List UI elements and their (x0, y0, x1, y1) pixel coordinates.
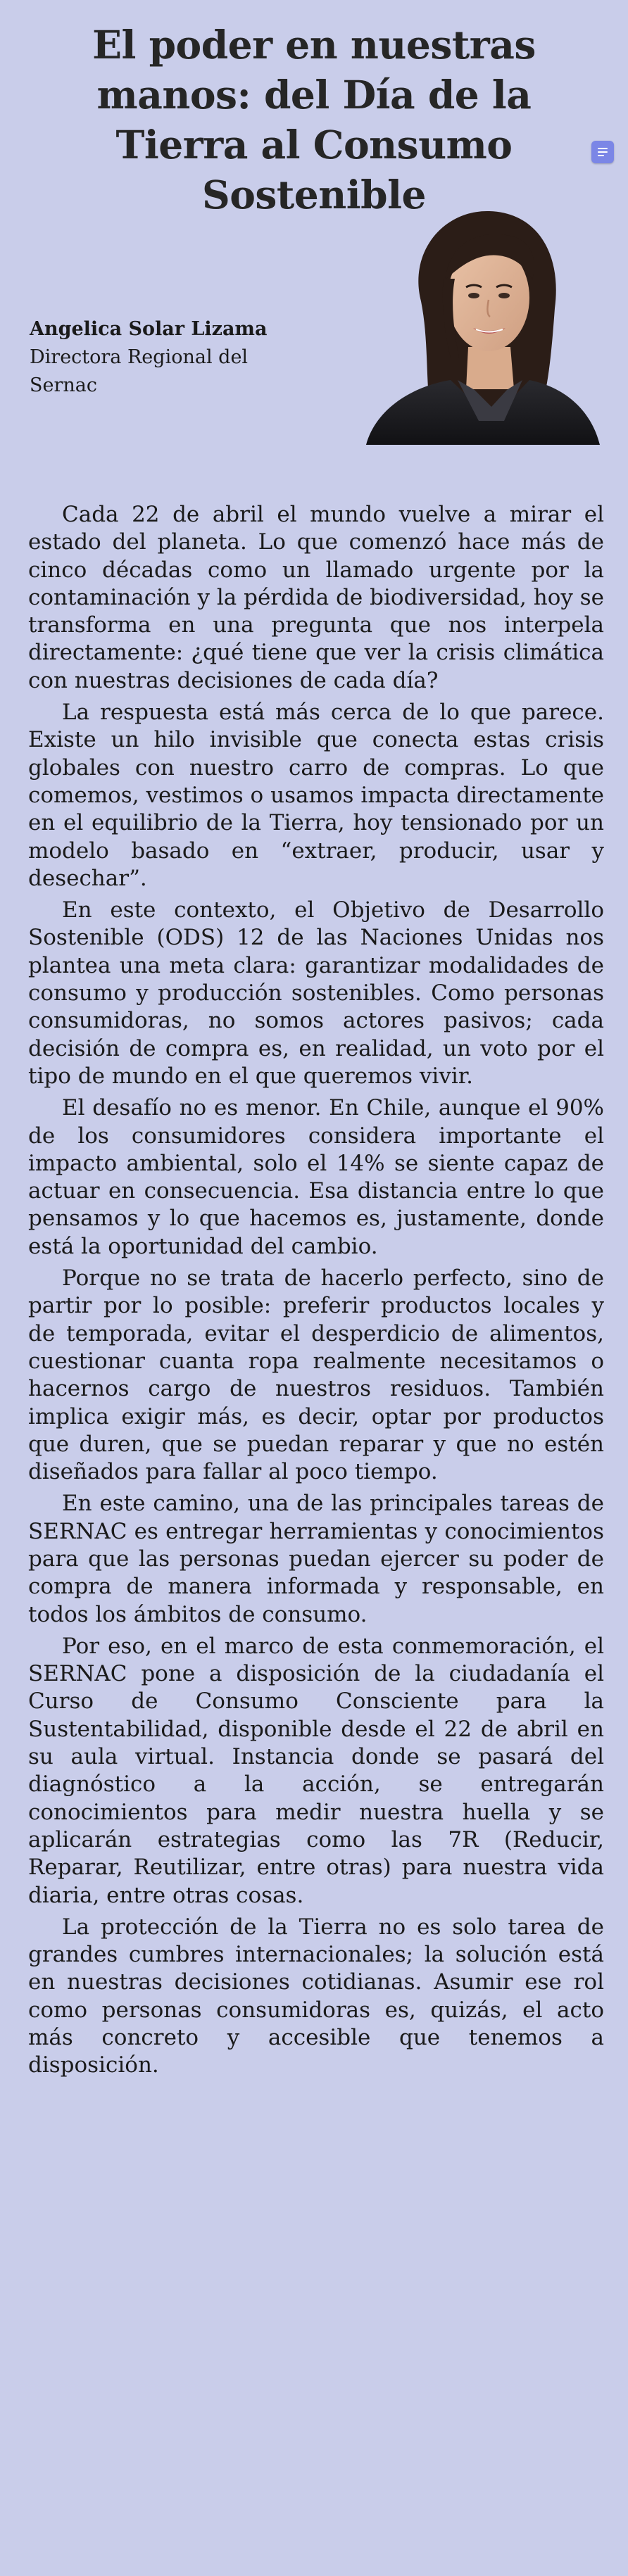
author-role: Directora Regional del Sernac (30, 346, 249, 396)
article-paragraph: La respuesta está más cerca de lo que parece. Existe un hilo invisible que conecta estas crisis globales con nuestro carro de compras. Lo que comemos, vestimos o usamos impacta directamente en el equilibrio de la Tierra, hoy tensionado por un modelo basado en “extraer, producir, usar y desechar”. (28, 700, 604, 891)
article-paragraph: En este contexto, el Objetivo de Desarrollo Sostenible (ODS) 12 de las Naciones Unidas nos plantea una meta clara: garantizar modalidades de consumo y producción sostenibles. Como personas consumidoras, no somos actores pasivos; cada decisión de compra es, en realidad, un voto por el tipo de mundo en el que queremos vivir. (28, 897, 604, 1089)
note-icon-line (598, 148, 608, 149)
author-name: Angelica Solar Lizama (30, 318, 268, 340)
portrait-illustration (338, 196, 605, 445)
article-title: El poder en nuestras manos: del Día de la Tierra al Consumo Sostenible (92, 22, 536, 217)
author-photo (338, 196, 605, 445)
note-icon[interactable] (591, 141, 614, 163)
author-block (30, 315, 325, 400)
article-paragraph: En este camino, una de las principales tareas de SERNAC es entregar herramientas y conocimientos para que las personas puedan ejercer su poder de compra de manera informada y responsable, en todos los ámbitos de consumo. (28, 1491, 604, 1627)
article-paragraph: Cada 22 de abril el mundo vuelve a mirar el estado del planeta. Lo que comenzó hace más de cinco décadas como un llamado urgente por la contaminación y la pérdida de biodiversidad, hoy se transforma en una pregunta que nos interpela directamente: ¿qué tiene que ver la crisis climática con nuestras decisiones de cada día? (28, 502, 604, 693)
article-paragraph: Por eso, en el marco de esta conmemoración, el SERNAC pone a disposición de la ciudadanía el Curso de Consumo Consciente para la Sustentabilidad, disponible desde el 22 de abril en su aula virtual. Instancia donde se pasará del diagnóstico a la acción, se entregarán conocimientos para medir nuestra huella y se aplicarán estrategias como las 7R (Reducir, Reparar, Reutilizar, entre otras) para nuestra vida diaria, entre otras cosas. (28, 1633, 604, 1908)
article-body (28, 501, 604, 2084)
article-paragraph: La protección de la Tierra no es solo tarea de grandes cumbres internacionales; la solución está en nuestras decisiones cotidianas. Asumir ese rol como personas consumidoras es, quizás, el acto más concreto y accesible que tenemos a disposición. (28, 1914, 604, 2078)
article-paragraph: Porque no se trata de hacerlo perfecto, sino de partir por lo posible: preferir productos locales y de temporada, evitar el desperdicio de alimentos, cuestionar cuanta ropa realmente necesitamos o hacernos cargo de nuestros residuos. También implica exigir más, es decir, optar por productos que duren, que se puedan reparar y que no estén diseñados para fallar al poco tiempo. (28, 1265, 604, 1485)
note-icon-line (598, 151, 608, 153)
note-icon-line (598, 155, 604, 156)
article-paragraph: El desafío no es menor. En Chile, aunque el 90% de los consumidores considera importante el impacto ambiental, solo el 14% se siente capaz de actuar en consecuencia. Esa distancia entre lo que pensamos y lo que hacemos es, justamente, donde está la oportunidad del cambio. (28, 1095, 604, 1259)
